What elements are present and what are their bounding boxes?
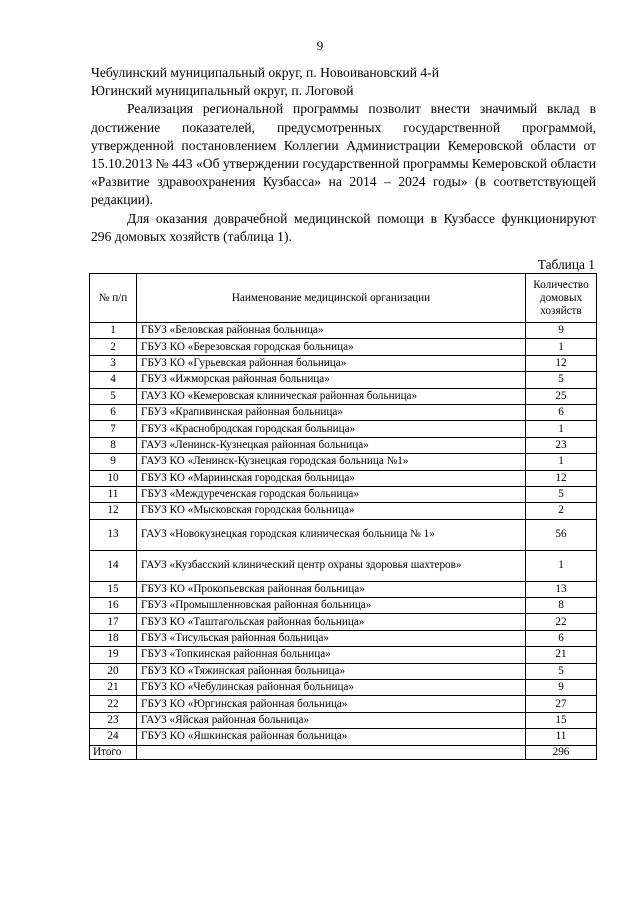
cell-name: ГБУЗ «Промышленновская районная больница» <box>137 598 526 614</box>
cell-count: 11 <box>526 729 597 745</box>
table-row <box>90 437 597 453</box>
cell-num: 2 <box>90 339 137 355</box>
table-row <box>90 421 597 437</box>
table-row <box>90 355 597 371</box>
cell-count: 12 <box>526 470 597 486</box>
cell-count: 8 <box>526 598 597 614</box>
cell-name: ГБУЗ «Междуреченская городская больница» <box>137 486 526 502</box>
text-line-2: Югинский муниципальный округ, п. Логовой <box>91 83 354 99</box>
cell-name: ГБУЗ КО «Березовская городская больница» <box>137 339 526 355</box>
cell-num: 5 <box>90 388 137 404</box>
cell-num: 17 <box>90 614 137 630</box>
paragraph-program: Реализация региональной программы позволит внести значимый вклад в достижение показателей, предусмотренных государственной программой, утвержденной постановлением Коллегии Администрации Кемеровской области от 15.10.2013 № 443 «Об утверждении государственной программы Кемеровской области «Развитие здравоохранения Кузбасса» на 2014 – 2024 годы» (в соответствующей редакции). <box>91 101 596 208</box>
cell-count: 6 <box>526 630 597 646</box>
cell-num: 23 <box>90 712 137 728</box>
cell-count: 22 <box>526 614 597 630</box>
table-row <box>90 503 597 519</box>
table-row <box>90 630 597 646</box>
table-row <box>90 404 597 420</box>
cell-count: 13 <box>526 581 597 597</box>
cell-name: ГБУЗ КО «Юргинская районная больница» <box>137 696 526 712</box>
cell-num: 1 <box>90 323 137 339</box>
cell-name: ГБУЗ «Краснобродская городская больница» <box>137 421 526 437</box>
total-empty-cell <box>137 745 526 759</box>
cell-name: ГБУЗ «Беловская районная больница» <box>137 323 526 339</box>
cell-num: 16 <box>90 598 137 614</box>
cell-num: 12 <box>90 503 137 519</box>
cell-count: 2 <box>526 503 597 519</box>
header-count: Количество домовых хозяйств <box>526 274 597 323</box>
cell-name: ГБУЗ КО «Таштагольская районная больница» <box>137 614 526 630</box>
total-value: 296 <box>526 745 597 759</box>
cell-num: 19 <box>90 647 137 663</box>
cell-count: 1 <box>526 550 597 581</box>
cell-count: 5 <box>526 372 597 388</box>
cell-num: 6 <box>90 404 137 420</box>
cell-name: ГБУЗ КО «Мысковская городская больница» <box>137 503 526 519</box>
cell-name: ГБУЗ КО «Чебулинская районная больница» <box>137 680 526 696</box>
table-row <box>90 663 597 679</box>
cell-count: 25 <box>526 388 597 404</box>
table-row <box>90 323 597 339</box>
cell-count: 21 <box>526 647 597 663</box>
table-row <box>90 696 597 712</box>
paragraph-households: Для оказания доврачебной медицинской помощи в Кузбассе функционируют 296 домовых хозяйств (таблица 1). <box>91 210 596 244</box>
header-num: № п/п <box>90 274 137 323</box>
cell-name: ГБУЗ КО «Тяжинская районная больница» <box>137 663 526 679</box>
cell-name: ГБУЗ «Топкинская районная больница» <box>137 647 526 663</box>
cell-num: 3 <box>90 355 137 371</box>
cell-num: 14 <box>90 550 137 581</box>
table-row <box>90 712 597 728</box>
table-row <box>90 388 597 404</box>
table-row <box>90 729 597 745</box>
cell-count: 56 <box>526 519 597 550</box>
page-number: 9 <box>316 38 324 53</box>
cell-num: 18 <box>90 630 137 646</box>
table-row <box>90 614 597 630</box>
table-row <box>90 470 597 486</box>
body-text <box>91 64 596 246</box>
cell-count: 6 <box>526 404 597 420</box>
cell-count: 1 <box>526 339 597 355</box>
cell-name: ГАУЗ «Ленинск-Кузнецкая районная больница» <box>137 437 526 453</box>
table-row <box>90 519 597 550</box>
cell-name: ГАУЗ «Яйская районная больница» <box>137 712 526 728</box>
cell-num: 9 <box>90 454 137 470</box>
cell-name: ГАУЗ «Кузбасский клинический центр охраны здоровья шахтеров» <box>137 550 526 581</box>
table-row <box>90 372 597 388</box>
cell-num: 7 <box>90 421 137 437</box>
cell-name: ГАУЗ КО «Ленинск-Кузнецкая городская больница №1» <box>137 454 526 470</box>
cell-count: 9 <box>526 680 597 696</box>
cell-name: ГБУЗ «Тисульская районная больница» <box>137 630 526 646</box>
table-row <box>90 486 597 502</box>
table-row <box>90 581 597 597</box>
cell-count: 9 <box>526 323 597 339</box>
cell-num: 20 <box>90 663 137 679</box>
cell-count: 12 <box>526 355 597 371</box>
table-row <box>90 598 597 614</box>
text-line-1: Чебулинский муниципальный округ, п. Новоивановский 4-й <box>91 65 439 80</box>
cell-name: ГАУЗ «Новокузнецкая городская клиническая больница № 1» <box>137 519 526 550</box>
households-table <box>89 273 597 760</box>
table-row <box>90 454 597 470</box>
table-row <box>90 550 597 581</box>
cell-num: 11 <box>90 486 137 502</box>
cell-name: ГБУЗ «Крапивинская районная больница» <box>137 404 526 420</box>
cell-count: 1 <box>526 454 597 470</box>
total-label: Итого <box>90 745 137 759</box>
header-name: Наименование медицинской организации <box>137 274 526 323</box>
table-header-row <box>90 274 597 323</box>
cell-name: ГБУЗ КО «Прокопьевская районная больница» <box>137 581 526 597</box>
cell-num: 21 <box>90 680 137 696</box>
cell-name: ГБУЗ КО «Яшкинская районная больница» <box>137 729 526 745</box>
table-body <box>90 323 597 746</box>
cell-name: ГБУЗ КО «Мариинская городская больница» <box>137 470 526 486</box>
cell-name: ГБУЗ «Ижморская районная больница» <box>137 372 526 388</box>
cell-name: ГБУЗ КО «Гурьевская районная больница» <box>137 355 526 371</box>
table-row <box>90 647 597 663</box>
cell-num: 13 <box>90 519 137 550</box>
table-caption: Таблица 1 <box>537 257 595 272</box>
cell-count: 5 <box>526 486 597 502</box>
cell-num: 8 <box>90 437 137 453</box>
cell-num: 24 <box>90 729 137 745</box>
cell-count: 27 <box>526 696 597 712</box>
cell-num: 22 <box>90 696 137 712</box>
cell-name: ГАУЗ КО «Кемеровская клиническая районная больница» <box>137 388 526 404</box>
cell-count: 23 <box>526 437 597 453</box>
cell-count: 1 <box>526 421 597 437</box>
table-row <box>90 339 597 355</box>
cell-num: 15 <box>90 581 137 597</box>
table-total-row <box>90 745 597 759</box>
table-row <box>90 680 597 696</box>
cell-num: 4 <box>90 372 137 388</box>
cell-num: 10 <box>90 470 137 486</box>
cell-count: 15 <box>526 712 597 728</box>
cell-count: 5 <box>526 663 597 679</box>
